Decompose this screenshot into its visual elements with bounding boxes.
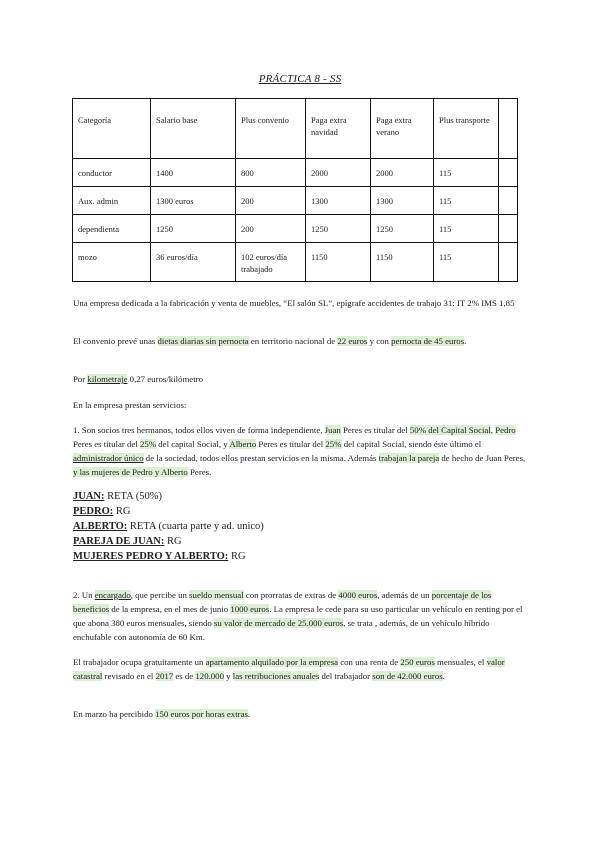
- encargado-paragraph: 2. Un encargado, que percibe un sueldo mensual con prorratas de extras de 4000 euros, además de un porcentaje de los beneficios de la empresa, en el mes de junio 1000 euros. La empresa le cede para su uso particular un vehículo en renting por el que abona 380 euros mensuales, siendo su valor de mercado de 25.000 euros, se trata , además, de un vehículo híbrido enchufable con autonomía de 60 Km.: [73, 590, 523, 642]
- table-cell: 1250: [151, 215, 236, 243]
- table-cell: [499, 215, 518, 243]
- table-header-row: [73, 99, 518, 159]
- summary-list: [73, 489, 473, 564]
- table-cell: [499, 243, 518, 282]
- summary-item-mujeres: MUJERES PEDRO Y ALBERTO: RG: [73, 551, 246, 562]
- table-cell: 36 euros/día: [151, 243, 236, 282]
- table-cell: 1250: [371, 215, 434, 243]
- table-cell: [499, 159, 518, 187]
- socios-paragraph: 1. Son socios tres hermanos, todos ellos viven de forma independiente, Juan Peres es titular del 50% del Capital Social, Pedro Peres es titular del 25% del capital Social, y Alberto Peres es titular del 25% del capital Social, siendo éste último el administrador único de la sociedad, todos ellos prestan servicios en la misma. Además trabajan la pareja de hecho de Juan Peres, y las mujeres de Pedro y Alberto Peres.: [73, 425, 526, 477]
- summary-item-pedro: PEDRO: RG: [73, 506, 131, 517]
- table-row: [73, 159, 518, 187]
- horas-extras-paragraph: En marzo ha percibido 150 euros por horas extras.: [73, 709, 251, 719]
- table-header-cell: Salario base: [151, 99, 236, 159]
- table-cell: Aux. admin: [73, 187, 151, 215]
- kilometraje-paragraph: Por kilometraje 0,27 euros/kilómetro: [73, 374, 203, 384]
- table-cell: 1150: [306, 243, 371, 282]
- table-header-cell: [499, 99, 518, 159]
- apartamento-paragraph: El trabajador ocupa gratuitamente un apartamento alquilado por la empresa con una renta de 250 euros mensuales, el valor catastral revisado en el 2017 es de 120.000 y las retribuciones anuales del trabajador son de 42.000 euros.: [73, 657, 505, 681]
- table-cell: 2000: [306, 159, 371, 187]
- table-cell: 800: [236, 159, 306, 187]
- summary-item-juan: JUAN: RETA (50%): [73, 491, 162, 502]
- table-cell: 102 euros/día trabajado: [236, 243, 306, 282]
- table-header-cell: Plus transporte: [434, 99, 499, 159]
- table-cell: mozo: [73, 243, 151, 282]
- salary-table: [72, 98, 518, 282]
- table-cell: 1250: [306, 215, 371, 243]
- summary-item-alberto: ALBERTO: RETA (cuarta parte y ad. unico): [73, 521, 264, 532]
- table-header-cell: Plus convenio: [236, 99, 306, 159]
- page-title: PRÁCTICA 8 - SS: [258, 73, 342, 85]
- table-row: [73, 243, 518, 282]
- table-cell: 1300: [371, 187, 434, 215]
- table-cell: 115: [434, 159, 499, 187]
- table-header-cell: Categoría: [73, 99, 151, 159]
- servicios-paragraph: En la empresa prestan servicios:: [73, 400, 187, 410]
- table-cell: 200: [236, 215, 306, 243]
- table-cell: 200: [236, 187, 306, 215]
- table-cell: 1300 euros: [151, 187, 236, 215]
- intro-paragraph: Una empresa dedicada a la fabricación y venta de muebles, “El salón SL”, epígrafe accidentes de trabajo 31: IT 2% IMS 1,85: [73, 298, 515, 308]
- table-row: [73, 187, 518, 215]
- table-cell: 1150: [371, 243, 434, 282]
- table-header-cell: Paga extra navidad: [306, 99, 371, 159]
- summary-item-pareja: PAREJA DE JUAN: RG: [73, 536, 182, 547]
- table-cell: [499, 187, 518, 215]
- table-header-cell: Paga extra verano: [371, 99, 434, 159]
- convenio-paragraph: El convenio prevé unas dietas diarias sin pernocta en territorio nacional de 22 euros y con pernocta de 45 euros.: [73, 336, 467, 346]
- table-cell: 1300: [306, 187, 371, 215]
- table-cell: 115: [434, 187, 499, 215]
- table-cell: 115: [434, 215, 499, 243]
- table-cell: conductor: [73, 159, 151, 187]
- table-cell: 1400: [151, 159, 236, 187]
- table-cell: dependienta: [73, 215, 151, 243]
- table-cell: 2000: [371, 159, 434, 187]
- table-row: [73, 215, 518, 243]
- table-cell: 115: [434, 243, 499, 282]
